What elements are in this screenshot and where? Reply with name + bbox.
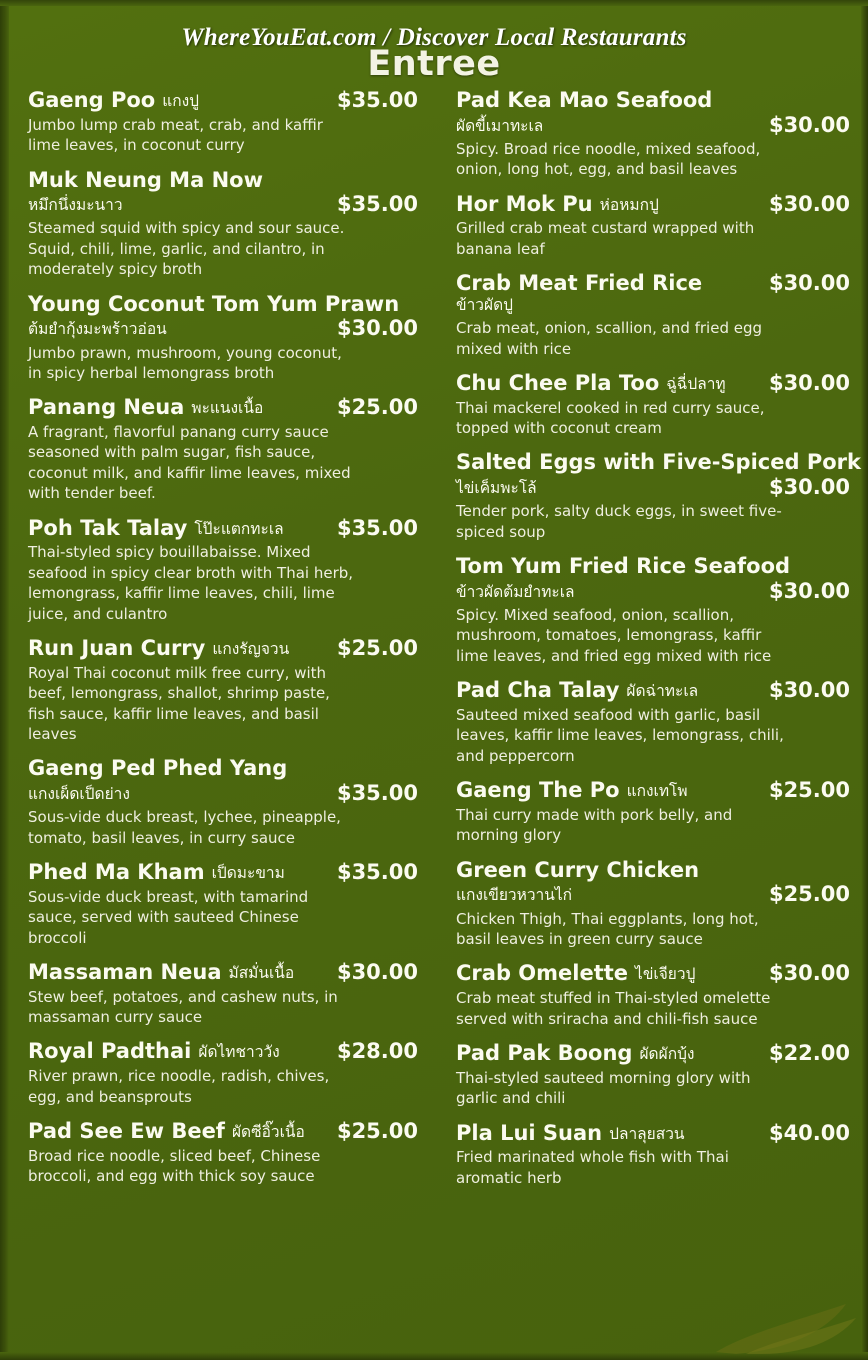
menu-item-name-th: แกงเขียวหวานไก่ [456,886,573,905]
menu-item-header [28,516,418,541]
menu-item-name-en: Young Coconut Tom Yum Prawn [28,291,400,316]
menu-item [28,636,418,744]
menu-item [456,1121,850,1189]
menu-item-description: Sous-vide duck breast, with tamarind sauce, served with sauteed Chinese broccoli [28,887,309,947]
menu-item-header [456,858,850,907]
menu-item-name-en: Tom Yum Fried Rice Seafood [456,554,791,579]
menu-item-price: $30.00 [768,191,850,216]
menu-item-name-group [28,395,263,420]
menu-item-name-group [456,778,688,803]
menu-item [456,192,850,260]
site-watermark: WhereYouEat.com / Discover Local Restaurants [181,24,687,51]
menu-item-description: Broad rice noodle, sliced beef, Chinese broccoli, and egg with thick soy sauce [28,1146,321,1186]
menu-item-description: Thai mackerel cooked in red curry sauce, topped with coconut cream [456,398,765,438]
menu-item-price-row [456,475,850,499]
menu-item-price: $30.00 [768,370,850,395]
menu-item-name-en: Pad See Ew Beef [28,1119,225,1144]
menu-item [456,371,850,439]
menu-item-description: Thai-styled sauteed morning glory with garlic and chili [456,1068,751,1108]
menu-item-description: Chicken Thigh, Thai eggplants, long hot, basil leaves in green curry sauce [456,909,759,949]
menu-item-name-en: Muk Neung Ma Now [28,167,263,192]
menu-item-name-th: มัสมั่นเนื้อ [228,963,295,982]
menu-item-name-th: แกงเทโพ [626,782,688,801]
menu-item [456,1041,850,1109]
menu-item-description: Jumbo prawn, mushroom, young coconut, in spicy herbal lemongrass broth [28,343,342,382]
menu-item-description: Thai-styled spicy bouillabaisse. Mixed seafood in spicy clear broth with Thai herb, lemongrass, kaffir lime leaves, chili, lime juice, and culantro [28,543,354,623]
menu-item-name-group [456,192,659,217]
menu-item-name-th: ผัดซีอิ๊วเนื้อ [231,1123,305,1142]
menu-item-name-th: พะแนงเนื้อ [191,399,264,418]
menu-item-name-th: ข้าวผัดต้มยำทะเล [456,582,575,601]
leaf-decoration [706,1274,856,1354]
menu-item-header [456,271,850,316]
menu-item-name-en: Pad Cha Talay [456,678,620,703]
menu-item-description: Royal Thai coconut milk free curry, with beef, lemongrass, shallot, shrimp paste, fish sauce, kaffir lime leaves, and basil leaves [28,663,330,743]
menu-item-name-group [456,858,850,883]
menu-item-name-en: Poh Tak Talay [28,515,188,540]
menu-item-price: $30.00 [336,959,418,984]
menu-item-price: $40.00 [768,1120,850,1145]
menu-item-price-row [28,316,418,340]
menu-item-name-en: Salted Eggs with Five-Spiced Pork [456,450,861,475]
menu-item-description: Grilled crab meat custard wrapped with banana leaf [456,219,755,258]
menu-item-price: $30.00 [768,475,850,500]
menu-item-header [28,1119,418,1144]
menu-item-price-row [28,192,418,216]
menu-item-price: $28.00 [336,1039,418,1064]
menu-item-name-en: Phed Ma Kham [28,859,205,884]
menu-item-description: Spicy. Mixed seafood, onion, scallion, mushroom, tomatoes, lemongrass, kaffir lime leaves, and fried egg mixed with rice [456,606,772,665]
menu-item-price: $30.00 [768,961,850,986]
menu-item-name-en: Panang Neua [28,395,185,420]
menu-item-description: A fragrant, flavorful panang curry sauce seasoned with palm sugar, fish sauce, coconut milk, and kaffir lime leaves, mixed with tender beef. [28,423,351,503]
menu-item-name-group [456,371,726,396]
page-title: Entree [367,44,501,84]
menu-item [456,554,850,666]
menu-item-name-th: แกงรัญจวน [212,639,290,658]
menu-item-description: Sous-vide duck breast, lychee, pineapple, tomato, basil leaves, in curry sauce [28,808,341,847]
menu-item-header [28,168,418,217]
menu-item [28,860,418,948]
menu-item-name-group [28,756,418,781]
menu-item-name-th: ฉู่ฉี่ปลาทู [666,374,726,393]
menu-item-description: Fried marinated whole fish with Thai aromatic herb [456,1148,729,1187]
menu-item-description: Crab meat, onion, scallion, and fried egg mixed with rice [456,319,763,358]
menu-item-name-th: แกงเผ็ดเป็ดย่าง [28,785,130,804]
menu-item-name-th: แกงปู [162,92,199,110]
menu-item-price: $30.00 [768,271,850,296]
menu-item-price: $30.00 [336,316,418,341]
menu-item-header [456,778,850,803]
menu-item-description: Sauteed mixed seafood with garlic, basil leaves, kaffir lime leaves, lemongrass, chili, and peppercorn [456,706,784,765]
menu-item-price-row [456,579,850,603]
menu-item [456,88,850,180]
menu-item-name-en: Pad Pak Boong [456,1040,633,1065]
menu-item-name-en: Chu Chee Pla Too [456,370,660,395]
menu-item-name-group [28,88,199,113]
menu-item-name-en: Run Juan Curry [28,635,206,660]
menu-item-name-th: โป๊ะแตกทะเล [194,519,284,538]
menu-item-header [456,678,850,703]
menu-item-price-row [456,113,850,137]
menu-column-left [0,88,432,1200]
menu-item-header [28,960,418,985]
menu-item-name-group [456,961,695,986]
menu-item-header [456,1121,850,1146]
menu-column-right [432,88,868,1200]
menu-item-price: $30.00 [768,678,850,703]
menu-item-name-en: Hor Mok Pu [456,191,593,216]
menu-item-price: $30.00 [768,578,850,603]
page-edge-bottom [0,1352,868,1360]
menu-item [28,516,418,624]
menu-item-name-en: Crab Meat Fried Rice [456,271,703,296]
menu-item-header [28,292,418,341]
menu-item-name-en: Massaman Neua [28,959,222,984]
menu-item-header [28,636,418,661]
menu-item [28,168,418,280]
menu-item-name-en: Green Curry Chicken [456,857,700,882]
menu-item-name-en: Gaeng The Po [456,778,620,803]
menu-item-header [28,1039,418,1064]
menu-item-description: Tender pork, salty duck eggs, in sweet five-spiced soup [456,502,782,541]
menu-columns [0,88,868,1200]
menu-item [28,395,418,503]
menu-item-header [456,371,850,396]
menu-item-description: Crab meat stuffed in Thai-styled omelette served with sriracha and chili-fish sauce [456,989,771,1028]
menu-item [28,960,418,1028]
menu-item [456,678,850,766]
menu-item [456,450,861,542]
menu-item [28,1119,418,1187]
menu-item-name-en: Crab Omelette [456,961,629,986]
menu-item-header [28,756,418,805]
page-edge-top [0,0,868,6]
menu-item-price: $35.00 [336,515,418,540]
menu-item-name-th: ห่อหมกปู [599,195,659,214]
menu-item-description: River prawn, rice noodle, radish, chives, egg, and beansprouts [28,1067,330,1106]
menu-item-price: $35.00 [336,781,418,806]
menu-item-price: $25.00 [336,635,418,660]
menu-item [28,88,418,156]
menu-item-header [456,961,850,986]
menu-item [28,1039,418,1107]
menu-item-header [28,88,418,113]
menu-item-name-th: หมึกนึ่งมะนาว [28,196,123,215]
menu-item-header [456,1041,850,1066]
menu-item-description: Thai curry made with pork belly, and morning glory [456,805,733,845]
menu-item-header [456,192,850,217]
menu-item-name-en: Gaeng Ped Phed Yang [28,756,288,781]
menu-item [456,271,850,359]
menu-item-price: $30.00 [768,112,850,137]
menu-item-name-group [456,271,761,316]
menu-item-header [456,88,850,137]
menu-item-name-group [28,960,294,985]
menu-item-name-group [456,554,850,579]
menu-item-name-group [456,88,850,113]
menu-item-name-th: ข้าวผัดปู [456,296,513,314]
menu-item-name-en: Royal Padthai [28,1039,192,1064]
menu-item-name-th: ผัดไทชาววัง [198,1043,280,1062]
menu-item-name-th: ต้มยำกุ้งมะพร้าวอ่อน [28,320,167,339]
menu-item-name-group [28,860,285,885]
menu-item [456,858,850,950]
menu-item-header [28,860,418,885]
menu-item-name-th: ผัดฉ่าทะเล [626,682,699,701]
menu-item-name-group [28,636,289,661]
menu-item [456,961,850,1029]
menu-item-name-en: Pad Kea Mao Seafood [456,88,713,112]
menu-item-price: $25.00 [336,395,418,420]
menu-item-name-th: ปลาลุยสวน [609,1124,685,1143]
menu-item-price: $22.00 [768,1040,850,1065]
menu-item-name-group [456,450,861,475]
menu-item-price-row [456,882,850,906]
menu-item-name-group [456,678,698,703]
menu-item-name-group [28,1039,280,1064]
menu-item-header [28,395,418,420]
menu-item-header [456,450,861,500]
menu-item-header [456,554,850,603]
menu-item-name-th: ผัดขี้เมาทะเล [456,116,544,135]
menu-item [28,292,418,384]
menu-item-description: Steamed squid with spicy and sour sauce. Squid, chili, lime, garlic, and cilantro, in moderately spicy broth [28,219,345,279]
menu-item-name-th: ไข่เค็มพะโล้ [456,479,537,498]
menu-item-price: $25.00 [768,882,850,907]
menu-item-name-group [456,1041,695,1066]
menu-item-name-group [28,516,284,541]
menu-item-name-th: เป็ดมะขาม [211,863,285,882]
menu-item-price: $25.00 [768,778,850,803]
menu-item-price: $35.00 [336,88,418,112]
menu-item-name-en: Gaeng Poo [28,88,156,112]
menu-item-price: $35.00 [336,192,418,217]
menu-item [456,778,850,846]
menu-item-name-th: ผัดผักบุ้ง [639,1044,695,1063]
menu-item-name-group [28,1119,305,1144]
menu-item-name-group [28,168,418,193]
menu-item-description: Spicy. Broad rice noodle, mixed seafood, onion, long hot, egg, and basil leaves [456,139,761,179]
menu-item-name-en: Pla Lui Suan [456,1120,603,1145]
menu-item-price: $35.00 [336,859,418,884]
menu-item-price-row [28,781,418,805]
menu-item-description: Stew beef, potatoes, and cashew nuts, in massaman curry sauce [28,987,338,1027]
menu-item-name-group [28,292,418,317]
menu-item-name-group [456,1121,685,1146]
menu-item-description: Jumbo lump crab meat, crab, and kaffir lime leaves, in coconut curry [28,115,323,155]
menu-item-price: $25.00 [336,1119,418,1144]
menu-item [28,756,418,848]
menu-item-name-th: ไข่เจียวปู [635,965,696,984]
